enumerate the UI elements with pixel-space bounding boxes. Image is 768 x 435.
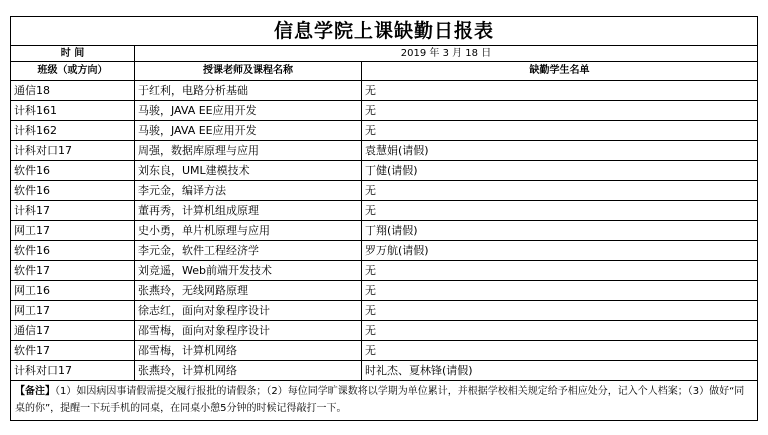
absent-cell: 丁翔(请假) — [362, 221, 758, 241]
absent-cell: 无 — [362, 201, 758, 221]
absent-cell: 罗万航(请假) — [362, 241, 758, 261]
table-row — [11, 301, 758, 321]
header-absent: 缺勤学生名单 — [362, 62, 758, 81]
class-cell: 通信17 — [11, 321, 135, 341]
absent-cell: 无 — [362, 101, 758, 121]
teacher-course-cell: 李元金，编译方法 — [135, 181, 362, 201]
teacher-course-cell: 张燕玲，计算机网络 — [135, 361, 362, 381]
note-text: （1）如因病因事请假需提交履行报批的请假条；（2）每位同学旷课数将以学期为单位累计，并根据学校相关规定给予相应处分，记入个人档案；（3）做好“同桌的你”，提醒一下玩手机的同桌，在同桌小憩5分钟的时候记得敲打一下。 — [15, 386, 745, 414]
teacher-course-cell: 徐志红，面向对象程序设计 — [135, 301, 362, 321]
table-row — [11, 161, 758, 181]
attendance-report — [10, 16, 757, 421]
time-label: 时 间 — [11, 46, 135, 62]
table-row — [11, 181, 758, 201]
table-row — [11, 361, 758, 381]
class-cell: 软件17 — [11, 341, 135, 361]
class-cell: 计科对口17 — [11, 141, 135, 161]
class-cell: 网工17 — [11, 221, 135, 241]
class-cell: 计科17 — [11, 201, 135, 221]
class-cell: 通信18 — [11, 81, 135, 101]
table-row — [11, 261, 758, 281]
class-cell: 计科162 — [11, 121, 135, 141]
note-label: 【备注】 — [15, 386, 55, 397]
absent-cell: 无 — [362, 81, 758, 101]
note-row — [11, 381, 758, 421]
table-row — [11, 321, 758, 341]
absent-cell: 无 — [362, 181, 758, 201]
class-cell: 计科161 — [11, 101, 135, 121]
teacher-course-cell: 张燕玲，无线网路原理 — [135, 281, 362, 301]
absent-cell: 无 — [362, 341, 758, 361]
table-row — [11, 241, 758, 261]
table-row — [11, 341, 758, 361]
absent-cell: 时礼杰、夏林锋(请假) — [362, 361, 758, 381]
absent-cell: 无 — [362, 121, 758, 141]
absent-cell: 无 — [362, 301, 758, 321]
class-cell: 计科对口17 — [11, 361, 135, 381]
class-cell: 软件16 — [11, 241, 135, 261]
time-row — [11, 46, 758, 62]
report-title: 信息学院上课缺勤日报表 — [11, 17, 758, 46]
table-row — [11, 281, 758, 301]
teacher-course-cell: 李元金，软件工程经济学 — [135, 241, 362, 261]
report-date: 2019 年 3 月 18 日 — [135, 46, 758, 62]
table-row — [11, 121, 758, 141]
report-table — [10, 16, 758, 421]
absent-cell: 丁健(请假) — [362, 161, 758, 181]
teacher-course-cell: 董再秀，计算机组成原理 — [135, 201, 362, 221]
teacher-course-cell: 邵雪梅，计算机网络 — [135, 341, 362, 361]
table-row — [11, 81, 758, 101]
title-row — [11, 17, 758, 46]
teacher-course-cell: 刘东良，UML建模技术 — [135, 161, 362, 181]
teacher-course-cell: 邵雪梅，面向对象程序设计 — [135, 321, 362, 341]
table-row — [11, 141, 758, 161]
teacher-course-cell: 史小勇，单片机原理与应用 — [135, 221, 362, 241]
teacher-course-cell: 刘竞遥，Web前端开发技术 — [135, 261, 362, 281]
table-row — [11, 221, 758, 241]
header-teacher-course: 授课老师及课程名称 — [135, 62, 362, 81]
note-cell — [11, 381, 758, 421]
absent-cell: 无 — [362, 261, 758, 281]
class-cell: 软件16 — [11, 161, 135, 181]
absent-cell: 袁慧娟(请假) — [362, 141, 758, 161]
teacher-course-cell: 于红利，电路分析基础 — [135, 81, 362, 101]
teacher-course-cell: 马骏，JAVA EE应用开发 — [135, 121, 362, 141]
table-row — [11, 201, 758, 221]
class-cell: 软件17 — [11, 261, 135, 281]
header-class: 班级（或方向） — [11, 62, 135, 81]
header-row — [11, 62, 758, 81]
table-row — [11, 101, 758, 121]
absent-cell: 无 — [362, 321, 758, 341]
teacher-course-cell: 马骏，JAVA EE应用开发 — [135, 101, 362, 121]
class-cell: 软件16 — [11, 181, 135, 201]
class-cell: 网工16 — [11, 281, 135, 301]
class-cell: 网工17 — [11, 301, 135, 321]
absent-cell: 无 — [362, 281, 758, 301]
teacher-course-cell: 周强，数据库原理与应用 — [135, 141, 362, 161]
